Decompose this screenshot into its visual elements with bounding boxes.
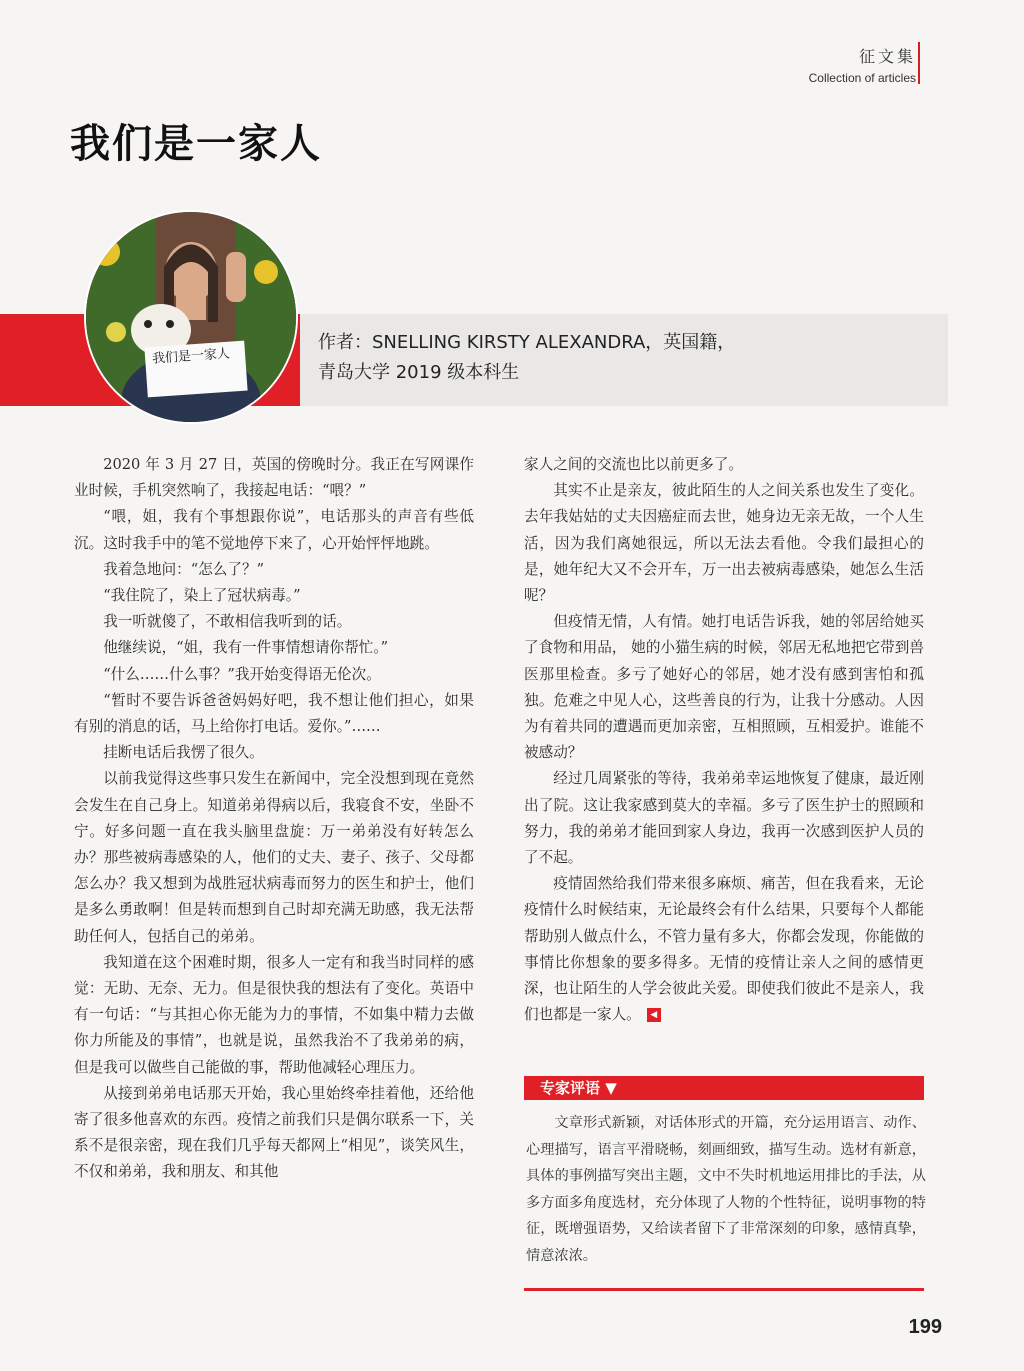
paragraph: 经过几周紧张的等待，我弟弟幸运地恢复了健康，最近刚出了院。这让我家感到莫大的幸福。多亏了医生护士的照顾和努力，我的弟弟才能回到家人身边，我再一次感到医护人员的了不起。 bbox=[524, 770, 924, 867]
paragraph: “喂，姐，我有个事想跟你说”，电话那头的声音有些低沉。这时我手中的笔不觉地停下来了，心开始怦怦地跳。 bbox=[74, 508, 474, 552]
paragraph: 我着急地问：“怎么了？” bbox=[103, 560, 265, 578]
section-label bbox=[809, 44, 916, 85]
section-divider bbox=[918, 42, 920, 84]
author-line-1: 作者：SNELLING KIRSTY ALEXANDRA，英国籍， bbox=[318, 332, 736, 353]
author-info bbox=[318, 328, 735, 388]
page-number: 199 bbox=[908, 1316, 942, 1338]
expert-comment-rule bbox=[524, 1288, 924, 1291]
paragraph: 他继续说，“姐，我有一件事情想请你帮忙。” bbox=[103, 639, 389, 657]
end-mark-icon: ◀ bbox=[647, 1008, 661, 1022]
author-photo bbox=[84, 210, 298, 424]
expert-comment-body bbox=[526, 1110, 926, 1269]
section-label-cn: 征文集 bbox=[858, 47, 916, 66]
expert-comment-text: 文章形式新颖，对话体形式的开篇，充分运用语言、动作、心理描写，语言平滑晓畅，刻画细致，描写生动。选材有新意，具体的事例描写突出主题，文中不失时机地运用排比的手法，从多方面多角度选材，充分体现了人物的个性特征，说明事物的特征，既增强语势，又给读者留下了非常深刻的印象，感情真挚，情意浓浓。 bbox=[526, 1115, 926, 1264]
paragraph: “什么……什么事？”我开始变得语无伦次。 bbox=[103, 665, 381, 683]
paragraph: 其实不止是亲友，彼此陌生的人之间关系也发生了变化。去年我姑姑的丈夫因癌症而去世，她身边无亲无故，一个人生活，因为我们离她很远，所以无法去看他。令我们最担心的是，她年纪大又不会开车，万一出去被病毒感染，她怎么生活呢？ bbox=[524, 482, 924, 605]
paragraph: 我一听就傻了，不敢相信我听到的话。 bbox=[103, 613, 352, 631]
paragraph: “暂时不要告诉爸爸妈妈好吧，我不想让他们担心，如果有别的消息的话，马上给你打电话。爱你。”…… bbox=[74, 691, 474, 736]
paragraph: 疫情固然给我们带来很多麻烦、痛苦，但在我看来，无论疫情什么时候结束，无论最终会有什么结果，只要每个人都能帮助别人做点什么，不管力量有多大，你都会发现，你能做的事情比你想象的要多得多。无情的疫情让亲人之间的感情更深，也让陌生的人学会彼此关爱。即使我们彼此不是亲人，我们也都是一家人。 ◀ bbox=[524, 875, 924, 1024]
paragraph: 我知道在这个困难时期，很多人一定有和我当时同样的感觉：无助、无奈、无力。但是很快我的想法有了变化。英语中有一句话：“与其担心你无能为力的事情，不如集中精力去做你力所能及的事情”，也就是说，虽然我治不了我弟弟的病，但是我可以做些自己能做的事，帮助他减轻心理压力。 bbox=[74, 953, 474, 1076]
article-title: 我们是一家人 bbox=[70, 121, 322, 167]
expert-comment-heading: 专家评语 ▼ bbox=[524, 1076, 924, 1100]
paragraph: 2020 年 3 月 27 日，英国的傍晚时分。我正在写网课作业时候，手机突然响了，我接起电话：“喂？” bbox=[74, 456, 474, 500]
paragraph: 家人之间的交流也比以前更多了。 bbox=[524, 456, 743, 473]
paragraph: 挂断电话后我愣了很久。 bbox=[103, 744, 264, 762]
left-column bbox=[74, 452, 474, 1186]
right-column bbox=[524, 452, 924, 1028]
paragraph: 从接到弟弟电话那天开始，我心里始终牵挂着他，还给他寄了很多他喜欢的东西。疫情之前我们只是偶尔联系一下，关系不是很亲密，现在我们几乎每天都网上“相见”，谈笑风生，不仅和弟弟，我和朋友、和其他 bbox=[74, 1084, 474, 1181]
paragraph: “我住院了，染上了冠状病毒。” bbox=[103, 587, 301, 605]
paragraph: 以前我觉得这些事只发生在新闻中，完全没想到现在竟然会发生在自己身上。知道弟弟得病以后，我寝食不安，坐卧不宁。好多问题一直在我头脑里盘旋：万一弟弟没有好转怎么办？那些被病毒感染的人，他们的丈夫、妻子、孩子、父母都怎么办？我又想到为战胜冠状病毒而努力的医生和护士，他们是多么勇敢啊！但是转而想到自己时却充满无助感，我无法帮助任何人，包括自己的弟弟。 bbox=[74, 770, 474, 945]
paragraph: 但疫情无情，人有情。她打电话告诉我，她的邻居给她买了食物和用品， 她的小猫生病的时候，邻居无私地把它带到兽医那里检查。多亏了她好心的邻居，她才没有感到害怕和孤独。危难之中见人心，这些善良的行为，让我十分感动。人因为有着共同的遭遇而更加亲密，互相照顾，互相爱护。谁能不被感动？ bbox=[524, 613, 924, 762]
author-photo-illustration bbox=[86, 212, 296, 422]
photo-sign-text: 我们是一家人 bbox=[151, 346, 231, 367]
author-line-2: 青岛大学 2019 级本科生 bbox=[318, 362, 520, 383]
section-label-en: Collection of articles bbox=[808, 71, 916, 85]
bleed-through-background bbox=[480, 150, 920, 310]
